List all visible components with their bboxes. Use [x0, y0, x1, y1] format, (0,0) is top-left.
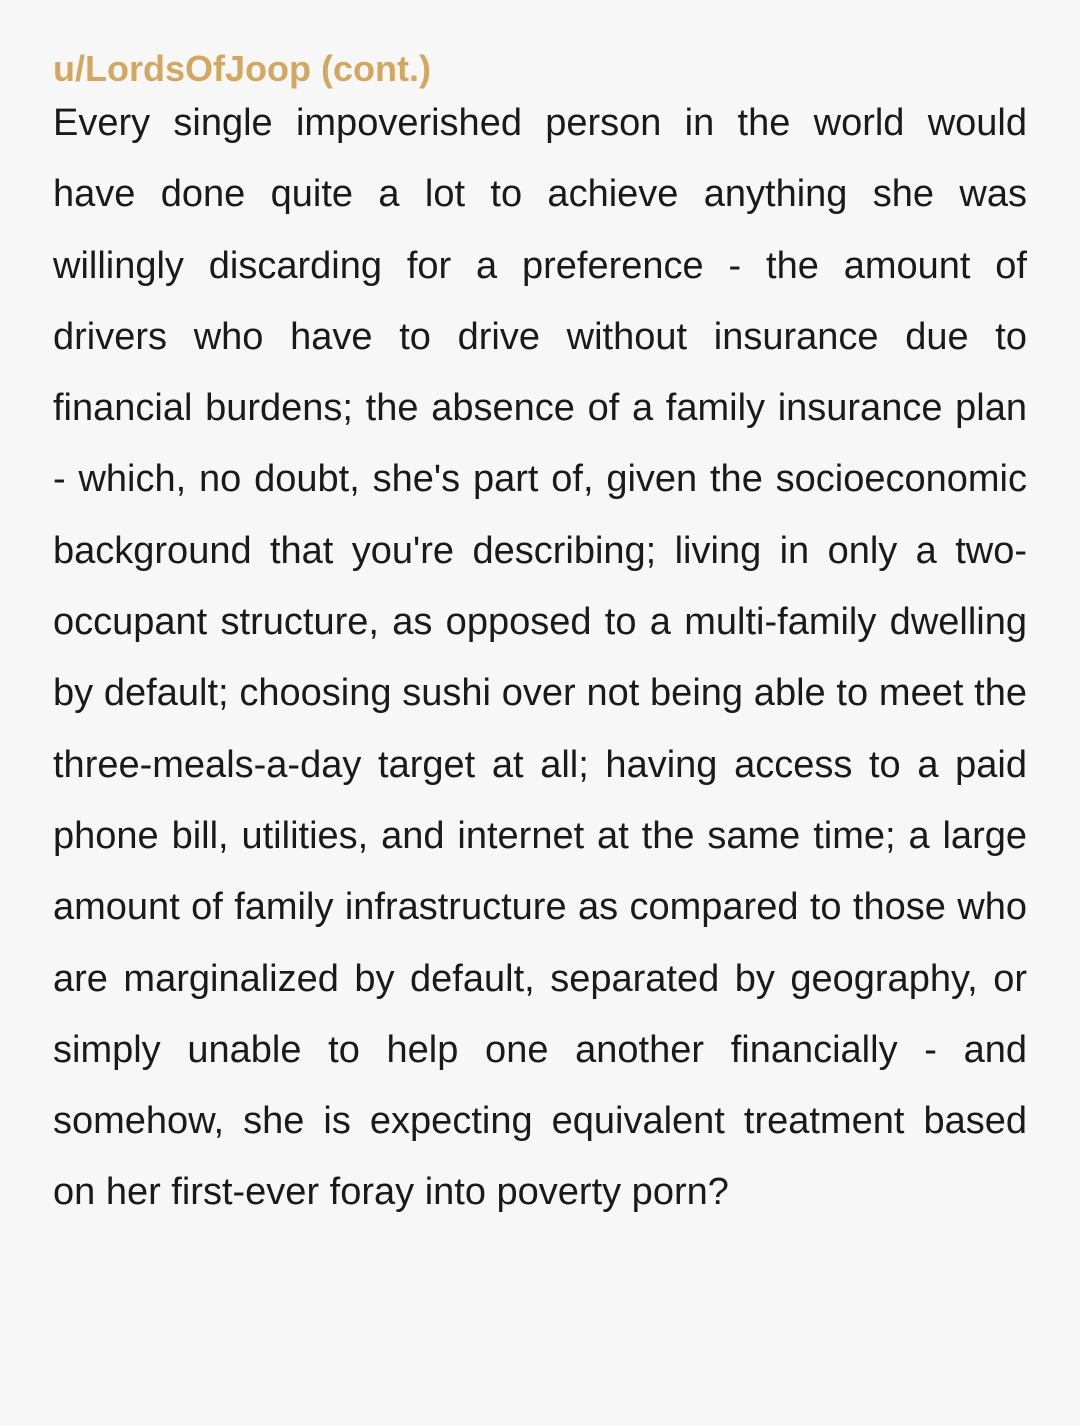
- author-username[interactable]: u/LordsOfJoop (cont.): [53, 48, 431, 89]
- comment-post: [53, 44, 1027, 1229]
- comment-body: Every single impoverished person in the world would have done quite a lot to achieve anything she was willingly discarding for a preference - the amount of drivers who have to drive without insurance due to financial burdens; the absence of a family insurance plan - which, no doubt, she's part of, given the socioeconomic background that you're describing; living in only a two-occupant structure, as opposed to a multi-family dwelling by default; choosing sushi over not being able to meet the three-meals-a-day target at all; having access to a paid phone bill, utilities, and internet at the same time; a large amount of family infrastructure as compared to those who are marginalized by default, separated by geography, or simply unable to help one another financially - and somehow, she is expecting equivalent treatment based on her first-ever foray into poverty porn?: [53, 102, 1027, 1214]
